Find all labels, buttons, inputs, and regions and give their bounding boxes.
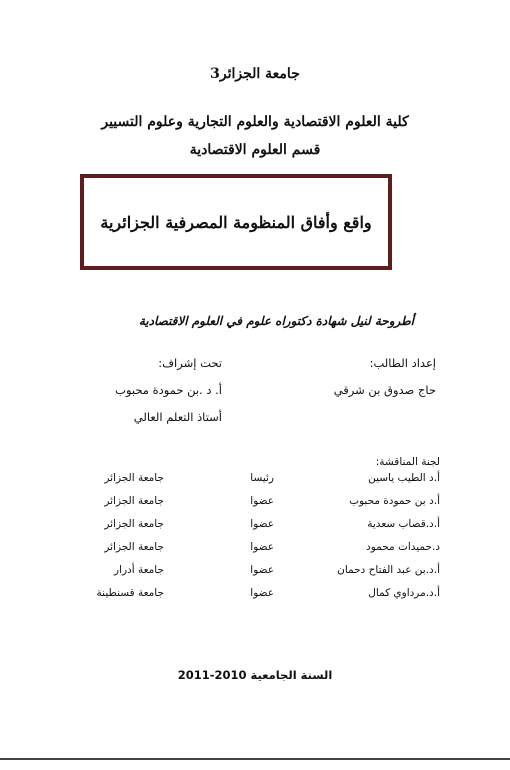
supervision-label: تحت إشراف: (158, 356, 222, 370)
member-name: أ.د بن حمودة محبوب (349, 495, 440, 507)
member-role: رئيسا (250, 472, 274, 484)
member-name: أ.د.قصاب سعدية (367, 518, 440, 530)
member-role: عضوا (250, 518, 274, 530)
committee-row (0, 587, 510, 607)
thesis-statement: أطروحة لنيل شهادة دكتوراه علوم في العلوم الاقتصادية (138, 314, 414, 328)
committee-row (0, 564, 510, 584)
member-role: عضوا (250, 587, 274, 599)
prepared-by-label: إعداد الطالب: (369, 356, 436, 370)
bottom-divider (0, 758, 510, 760)
committee-row (0, 541, 510, 561)
committee-label: لجنة المناقشة: (375, 456, 440, 468)
committee-row (0, 472, 510, 492)
member-university: جامعة الجزائر (104, 518, 164, 530)
member-name: د.حميدات محمود (366, 541, 440, 553)
member-role: عضوا (250, 541, 274, 553)
student-name: حاج صدوق بن شرقي (333, 383, 436, 397)
supervisor-title: أستاذ التعلم العالي (133, 410, 222, 424)
committee-row (0, 495, 510, 515)
thesis-title: واقع وأفاق المنظومة المصرفية الجزائرية (100, 212, 372, 232)
member-university: جامعة الجزائر (104, 472, 164, 484)
member-university: جامعة أدرار (114, 564, 164, 576)
title-frame (80, 174, 392, 270)
department-name: قسم العلوم الاقتصادية (189, 142, 321, 158)
member-name: أ.د.بن عبد الفتاح دحمان (337, 564, 440, 576)
academic-year: السنة الجامعية 2010-2011 (177, 668, 333, 682)
member-university: جامعة قسنطينة (96, 587, 164, 599)
faculty-name: كلية العلوم الاقتصادية والعلوم التجارية وعلوم التسيير (101, 114, 409, 130)
member-role: عضوا (250, 495, 274, 507)
university-name: جامعة الجزائر3 (210, 66, 300, 82)
committee-row (0, 518, 510, 538)
member-name: أ.د.مرداوي كمال (368, 587, 440, 599)
member-role: عضوا (250, 564, 274, 576)
supervisor-name: أ. د .بن حمودة محبوب (115, 383, 222, 397)
member-university: جامعة الجزائر (104, 495, 164, 507)
member-university: جامعة الجزائر (104, 541, 164, 553)
member-name: أ.د الطيب ياسين (368, 472, 440, 484)
